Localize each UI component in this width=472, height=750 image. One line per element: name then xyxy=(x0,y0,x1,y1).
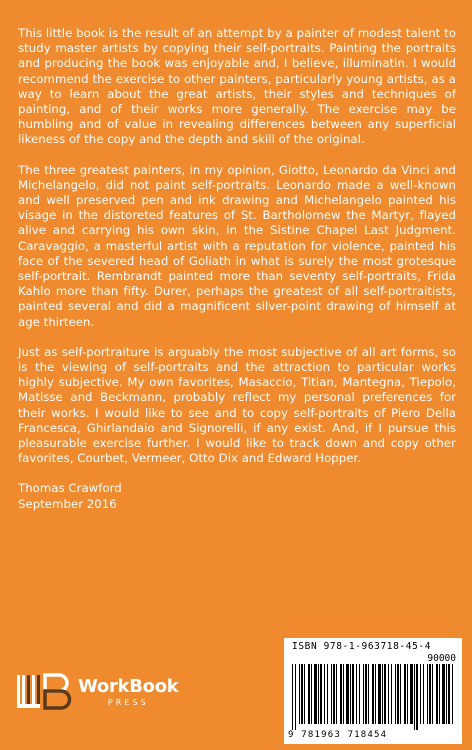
workbook-logo-icon xyxy=(16,673,72,711)
barcode-digits: 9 781963 718454 xyxy=(288,730,388,740)
publisher-sub: PRESS xyxy=(107,697,149,707)
author-name: Thomas Crawford xyxy=(18,481,122,496)
paragraph-2: The three greatest painters, in my opinion, Giotto, Leonardo da Vinci and Michelangelo, did not paint self-portraits. Leonardo made a well-known and well preserved pen and ink drawing and Michelangelo painted his visage in the distoreted features of St. Bartholomew the Martyr, flayed alive and carrying his own skin, in the Sistine Chapel Last Judgment. Caravaggio, a masterful artist with a reputation for violence, painted his face of the severed head of Goliath in what is surely the most grotesque self-portrait. Rembrandt painted more than seventy self-portraits, Frida Kahlo more than fifty. Durer, perhaps the greatest of all self-portraitists, painted several and did a magnificent silver-point drawing of himself at age thirteen. xyxy=(18,162,456,329)
paragraph-3: Just as self-portraiture is arguably the most subjective of all art forms, so is the viewing of self-portraits and the attraction to particular works highly subjective. My own favorites, Masaccio, Titian, Mantegna, Tiepolo, Matisse and Beckmann, probably reflect my personal preferences for their works. I would like to see and to copy self-portraits of Piero Della Francesca, Ghirlandaio and Signorelli, if any exist. And, if I pursue this pleasurable exercise further. I would like to track down and copy other favorites, Courbet, Vermeer, Otto Dix and Edward Hopper. xyxy=(18,344,456,466)
isbn-barcode xyxy=(284,638,462,744)
price-code: 90000 xyxy=(427,653,456,664)
signature xyxy=(18,481,456,512)
isbn-label: ISBN 978-1-963718-45-4 xyxy=(292,641,432,652)
barcode-bars-icon xyxy=(292,664,456,730)
signature-date: September 2016 xyxy=(18,496,117,511)
publisher-logo xyxy=(16,672,178,712)
paragraph-1: This little book is the result of an attempt by a painter of modest talent to study master artists by copying their self-portraits. Painting the portraits and producing the book was enjoyable and, I believe, illuminatin. I would recommend the exercise to other painters, particularly young artists, as a way to learn about the great artists, their styles and techniques of painting, and of their works more generally. The exercise may be humbling and of value in revealing differences between any superficial likeness of the copy and the depth and skill of the original. xyxy=(18,26,456,147)
back-cover-text xyxy=(18,26,456,512)
publisher-name: WorkBook xyxy=(78,675,179,697)
